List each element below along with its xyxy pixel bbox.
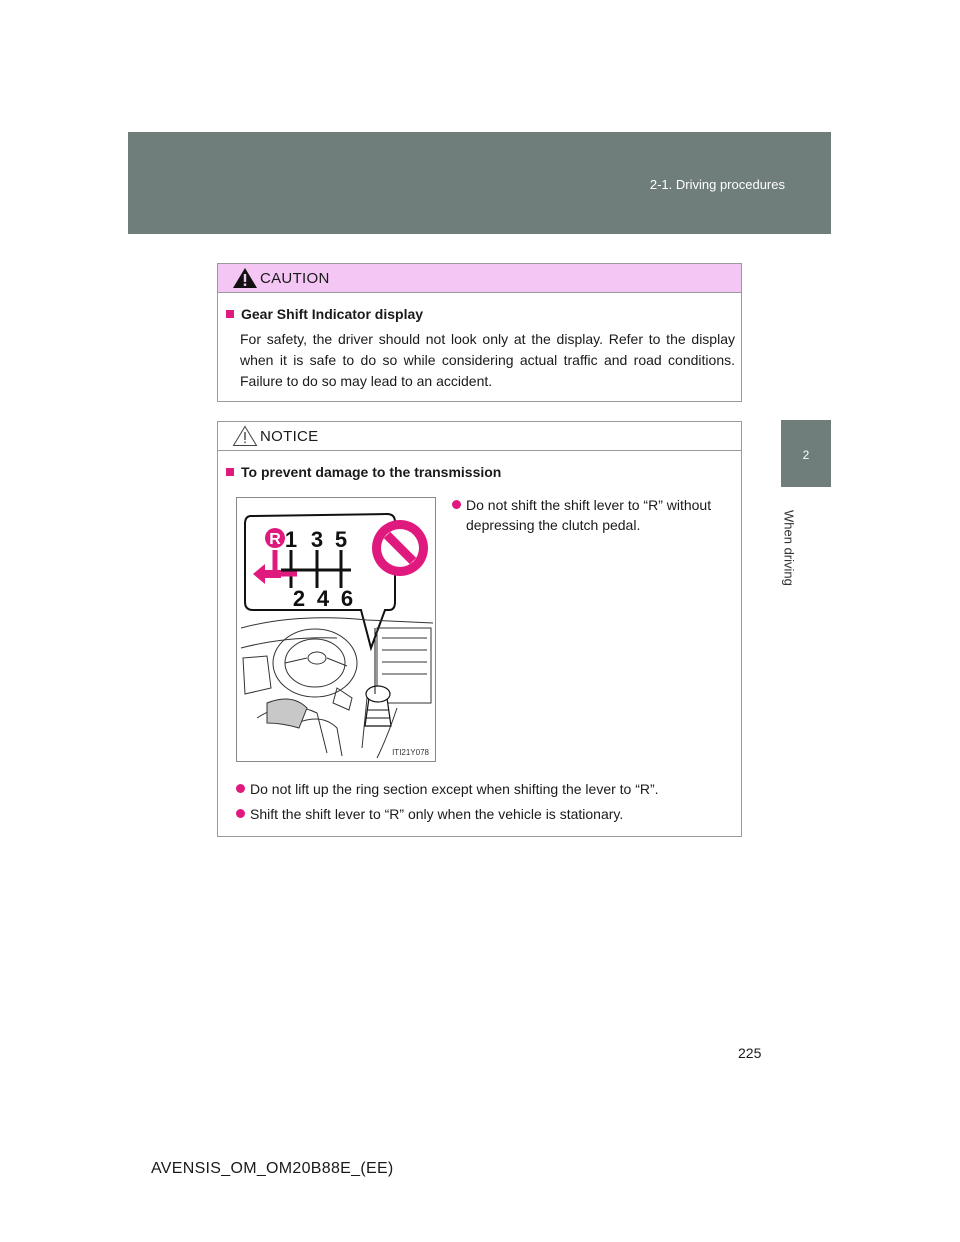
gear-label: 2: [292, 586, 306, 611]
caution-label: CAUTION: [260, 270, 330, 287]
prohibition-icon: [372, 520, 428, 576]
caution-body-line: For safety, the driver should not look only at the display. Refer to the display: [240, 331, 735, 347]
caution-body-line: Failure to do so may lead to an accident.: [240, 373, 493, 389]
gear-label: 4: [316, 586, 330, 611]
caution-body-line: when it is safe to do so while considering actual traffic and road conditions.: [240, 352, 735, 368]
chapter-label: [774, 510, 804, 610]
bullet-dot-icon: [236, 809, 245, 818]
gear-label: 6: [340, 586, 354, 611]
bullet-dot-icon: [452, 500, 461, 509]
notice-bullet: [452, 495, 734, 535]
header-band: [128, 132, 831, 234]
figure-code: ITI21Y078: [392, 748, 429, 757]
square-bullet-icon: [226, 468, 234, 476]
notice-heading: [226, 464, 501, 480]
warning-icon: [232, 267, 258, 289]
square-bullet-icon: [226, 310, 234, 318]
caution-body: [240, 329, 735, 392]
caution-heading-text: Gear Shift Indicator display: [241, 306, 424, 322]
warning-outline-icon: [232, 425, 258, 447]
notice-heading-text: To prevent damage to the transmission: [241, 464, 502, 480]
gear-r-label: R: [269, 531, 281, 548]
chapter-number: 2: [802, 448, 810, 462]
page-number: 225: [738, 1045, 762, 1061]
caution-box: [217, 263, 742, 402]
caution-header: [218, 264, 741, 293]
document-id: AVENSIS_OM_OM20B88E_(EE): [151, 1160, 394, 1177]
notice-bullet-text: Do not lift up the ring section except when shifting the lever to “R”.: [250, 781, 659, 797]
gear-label: 1: [284, 527, 298, 552]
notice-bullet-text: Do not shift the shift lever to “R” without depressing the clutch pedal.: [466, 497, 712, 533]
notice-header: [218, 422, 741, 451]
notice-label: NOTICE: [260, 428, 319, 445]
notice-bullet: [236, 804, 736, 824]
notice-bullet-text: Shift the shift lever to “R” only when the vehicle is stationary.: [250, 806, 624, 822]
notice-bullet: [236, 779, 736, 799]
notice-box: [217, 421, 742, 837]
gear-label: 5: [334, 527, 348, 552]
gear-label: 3: [310, 527, 324, 552]
bullet-dot-icon: [236, 784, 245, 793]
chapter-label-text: When driving: [781, 510, 797, 586]
gear-shift-illustration: [236, 497, 436, 762]
chapter-tab: [781, 420, 831, 487]
caution-heading: [226, 306, 423, 322]
shift-diagram: [237, 498, 435, 761]
section-title: 2-1. Driving procedures: [649, 177, 785, 192]
